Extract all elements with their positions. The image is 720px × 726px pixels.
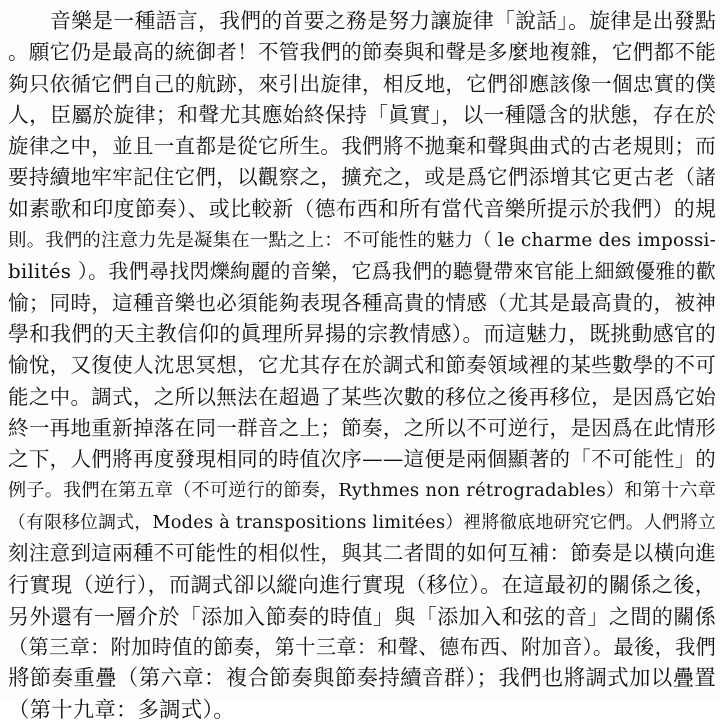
text-line-1: 音樂是一種語言，我們的首要之務是努力讓旋律「說話」。旋律是出發點	[50, 9, 716, 33]
text-line-7: 如素歌和印度節奏）、或比較新（德布西和所有當代音樂所提示於我們）的規	[8, 196, 716, 221]
text-line-21: （第三章：附加時值的節奏，第十三章：和聲、德布西、附加音）。最後，我們	[8, 634, 716, 659]
text-line-2: 。願它仍是最高的統御者！不管我們的節奏與和聲是多麼地複雜，它們都不能	[8, 40, 716, 65]
text-line-18: 刻注意到這兩種不可能性的相似性，與其二者間的如何互補：節奏是以橫向進	[8, 541, 716, 566]
text-line-15: 之下，人們將再度發現相同的時值次序——這便是兩個顯著的「不可能性」的	[8, 447, 716, 472]
text-line-4: 人，臣屬於旋律；和聲尤其應始終保持「眞實」，以一種隱含的狀態，存在於	[8, 102, 716, 127]
text-line-11: 學和我們的天主教信仰的眞理所昇揚的宗教情感）。而這魅力，既挑動感官的	[8, 321, 716, 346]
text-line-20: 另外還有一層介於「添加入節奏的時值」與「添加入和弦的音」之間的關係	[8, 603, 716, 629]
text-line-13: 能之中。調式，之所以無法在超過了某些次數的移位之後再移位，是因爲它始	[8, 384, 716, 409]
text-line-8: 則。我們的注意力先是凝集在一點之上：不可能性的魅力（ le charme des impossi-	[8, 230, 716, 252]
text-line-23: （第十九章：多調式）。	[8, 697, 235, 723]
text-line-14: 終一再地重新掉落在同一群音之上；節奏，之所以不可逆行，是因爲在此情形	[8, 415, 716, 440]
text-line-3: 夠只依循它們自己的航跡，來引出旋律，相反地，它們卻應該像一個忠實的僕	[8, 71, 716, 96]
text-line-16: 例子。我們在第五章（不可逆行的節奏，Rythmes non rétrogradables）和第十六章	[8, 480, 716, 502]
text-line-19: 行實現（逆行），而調式卻以縱向進行實現（移位）。在這最初的關係之後，	[8, 572, 716, 598]
paragraph	[8, 6, 716, 726]
text-line-10: 愉；同時，這種音樂也必須能夠表現各種高貴的情感（尤其是最高貴的，被神	[8, 290, 716, 315]
text-line-5: 旋律之中，並且一直都是從它所生。我們將不拋棄和聲與曲式的古老規則；而	[8, 134, 716, 159]
text-line-6: 要持續地牢牢記住它們，以觀察之，擴充之，或是爲它們添增其它更古老（諸	[8, 165, 716, 190]
text-line-17: （有限移位調式，Modes à transpositions limitées）裡將徹底地研究它們。人們將立	[8, 511, 716, 533]
text-line-9: bilités ）。我們尋找閃爍絢麗的音樂，它爲我們的聽覺帶來官能上細緻優雅的歡	[8, 260, 716, 284]
text-line-12: 愉悅，又復使人沈思冥想，它尤其存在於調式和節奏領域裡的某些數學的不可	[8, 353, 716, 378]
text-line-22: 將節奏重疊（第六章：複合節奏與節奏持續音群）；我們也將調式加以疊置	[8, 666, 716, 692]
